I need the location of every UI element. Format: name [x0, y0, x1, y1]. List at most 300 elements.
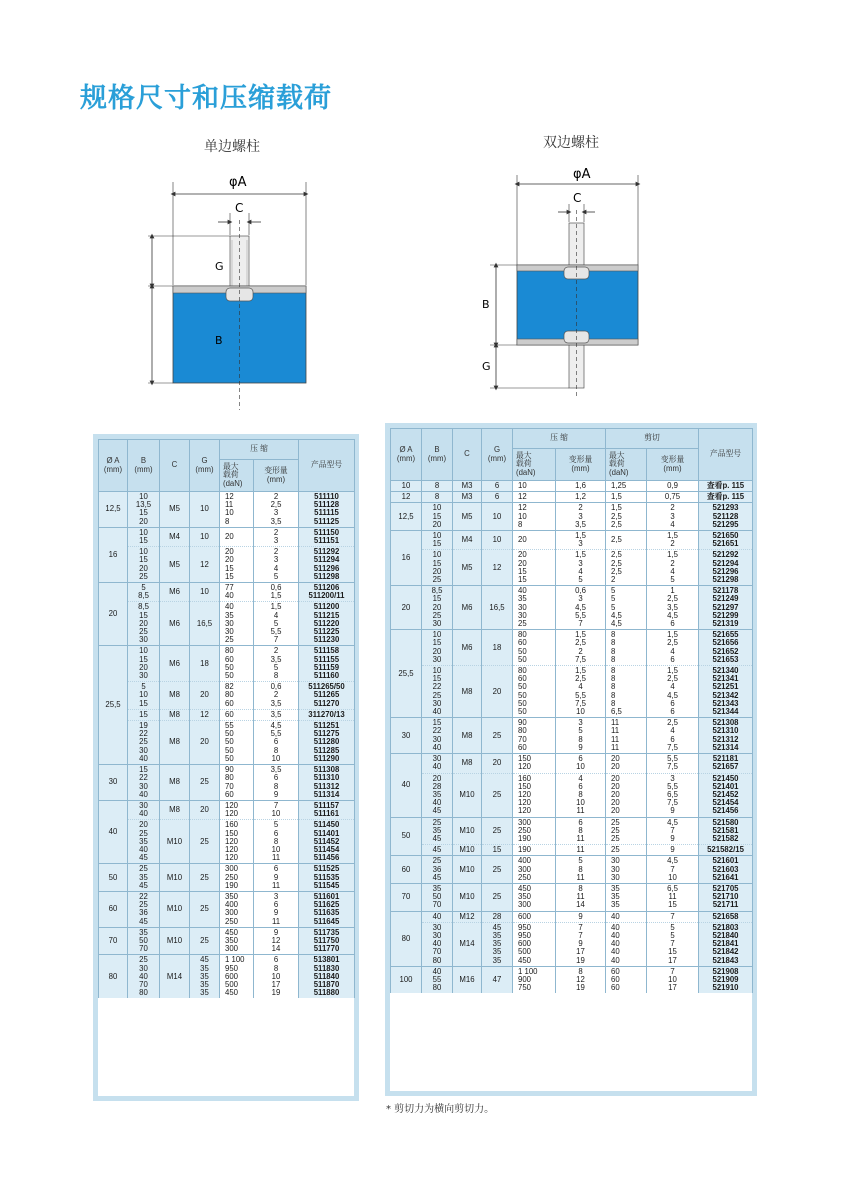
cell-diameter-a: 16 [391, 531, 422, 586]
cell-c: M10 [160, 891, 190, 927]
table-row [391, 718, 753, 754]
cell-shear-deformation: 1,5 2,5 4 6 [647, 630, 699, 666]
table-row [99, 682, 355, 710]
cell-c: M12 [453, 911, 482, 922]
cell-max-load: 190 [513, 845, 556, 856]
header-B: B (mm) [422, 429, 453, 481]
cell-shear-deformation: 3 5,5 6,5 7,5 9 [647, 773, 699, 817]
table-row [99, 765, 355, 801]
cell-shear-deformation: 1,5 2,5 4 4,5 6 6 [647, 666, 699, 718]
cell-max-load: 90 80 70 60 [513, 718, 556, 754]
cell-b: 8,5 15 20 25 30 [128, 602, 160, 646]
cell-part-number: 511450 511401 511452 511454 511456 [299, 820, 355, 864]
table-row [99, 547, 355, 583]
cell-g: 16,5 [482, 586, 513, 630]
cell-deformation: 2 3 3,5 [556, 503, 606, 531]
cell-max-load: 60 [220, 709, 254, 720]
cell-c: M6 [453, 586, 482, 630]
cell-deformation: 8 11 14 [556, 883, 606, 911]
cell-c: M6 [160, 602, 190, 646]
cell-deformation: 3,5 6 8 9 [254, 765, 299, 801]
cell-g: 12 [482, 550, 513, 586]
table-row [391, 531, 753, 550]
cell-max-load: 12 11 10 8 [220, 492, 254, 528]
cell-max-load: 80 60 50 50 50 50 [513, 666, 556, 718]
cell-c: M4 [453, 531, 482, 550]
table-row [391, 883, 753, 911]
cell-b: 40 [422, 911, 453, 922]
cell-deformation: 1,5 4 5 5,5 7 [254, 602, 299, 646]
cell-b: 20 25 35 40 45 [128, 820, 160, 864]
header-G: G (mm) [190, 440, 220, 492]
cell-diameter-a: 70 [99, 927, 128, 955]
header-compression: 压 缩 [513, 429, 606, 449]
table-row [391, 773, 753, 817]
cell-part-number: 511157 511161 [299, 800, 355, 819]
cell-g: 25 [482, 773, 513, 817]
cell-g: 10 [482, 531, 513, 550]
cell-part-number: 521293 521128 521295 [699, 503, 753, 531]
cell-b: 30 40 [422, 754, 453, 773]
cell-max-load: 400 300 250 [513, 856, 556, 884]
cell-shear-max-load: 25 25 25 [606, 817, 647, 845]
cell-diameter-a: 12,5 [99, 492, 128, 528]
header-compression: 压 缩 [220, 440, 299, 460]
cell-shear-deformation: 1 2,5 3,5 4,5 6 [647, 586, 699, 630]
cell-b: 20 28 35 40 45 [422, 773, 453, 817]
cell-part-number: 513801 511830 511840 511870 511880 [299, 955, 355, 999]
cell-diameter-a: 40 [391, 754, 422, 817]
cell-part-number: 521340 521341 521251 521342 521343 521344 [699, 666, 753, 718]
cell-deformation: 7 10 [254, 800, 299, 819]
cell-c: M16 [453, 966, 482, 993]
cell-max-load: 77 40 [220, 583, 254, 602]
cell-part-number: 511525 511535 511545 [299, 864, 355, 892]
cell-deformation: 4 6 8 10 11 [556, 773, 606, 817]
table-row [99, 721, 355, 765]
cell-g: 25 [190, 864, 220, 892]
cell-shear-max-load: 8 8 8 8 [606, 630, 647, 666]
cell-deformation: 1,2 [556, 492, 606, 503]
cell-b: 45 [422, 845, 453, 856]
header-diameter-A: Ø A (mm) [391, 429, 422, 481]
cell-max-load: 40 35 30 30 25 [220, 602, 254, 646]
cell-max-load: 20 [513, 531, 556, 550]
cell-b: 25 35 45 [128, 864, 160, 892]
cell-deformation: 2 2,5 3 3,5 [254, 492, 299, 528]
cell-g: 25 [482, 883, 513, 911]
cell-b: 30 30 40 70 80 [422, 922, 453, 966]
table-row [391, 845, 753, 856]
cell-b: 8 [422, 481, 453, 492]
table-row [391, 966, 753, 993]
cell-part-number: 521908 521909 521910 [699, 966, 753, 993]
cell-part-number: 521650 521651 [699, 531, 753, 550]
cell-max-load: 300 250 190 [220, 864, 254, 892]
header-C: C [453, 429, 482, 481]
cell-g: 45 35 35 35 35 [190, 955, 220, 999]
table-row [391, 550, 753, 586]
cell-g: 25 [190, 891, 220, 927]
cell-max-load: 150 120 [513, 754, 556, 773]
cell-g: 20 [190, 800, 220, 819]
cell-max-load: 160 150 120 120 120 [220, 820, 254, 864]
cell-c: M6 [160, 583, 190, 602]
cell-shear-deformation: 4,5 7 10 [647, 856, 699, 884]
cell-part-number: 511251 511275 511280 511285 511290 [299, 721, 355, 765]
cell-part-number: 511200 511215 511220 511225 511230 [299, 602, 355, 646]
cell-deformation: 6 8 11 [556, 817, 606, 845]
cell-max-load: 450 350 300 [220, 927, 254, 955]
cell-shear-deformation: 9 [647, 845, 699, 856]
cell-deformation: 9 [556, 911, 606, 922]
cell-b: 10 15 [128, 527, 160, 546]
cell-deformation: 6 9 11 [254, 864, 299, 892]
cell-shear-deformation: 7 [647, 911, 699, 922]
table-row [391, 666, 753, 718]
table-row [99, 891, 355, 927]
cell-g: 12 [190, 547, 220, 583]
cell-g: 10 [190, 583, 220, 602]
cell-diameter-a: 80 [99, 955, 128, 999]
cell-max-load: 40 35 30 30 25 [513, 586, 556, 630]
cell-shear-deformation: 5,5 7,5 [647, 754, 699, 773]
cell-shear-max-load: 30 30 30 [606, 856, 647, 884]
cell-b: 8,5 15 20 25 30 [422, 586, 453, 630]
cell-deformation: 3 6 9 11 [254, 891, 299, 927]
cell-c: M4 [160, 527, 190, 546]
cell-c: M8 [160, 709, 190, 720]
cell-part-number: 511308 511310 511312 511314 [299, 765, 355, 801]
cell-b: 19 22 25 30 40 [128, 721, 160, 765]
cell-shear-max-load: 40 [606, 911, 647, 922]
cell-shear-max-load: 11 11 11 11 [606, 718, 647, 754]
table-row [99, 492, 355, 528]
cell-b: 10 15 20 30 [422, 630, 453, 666]
header-B: B (mm) [128, 440, 160, 492]
cell-g: 20 [190, 682, 220, 710]
cell-deformation: 3 5 8 9 [556, 718, 606, 754]
cell-part-number: 521450 521401 521452 521454 521456 [699, 773, 753, 817]
cell-part-number: 521308 521310 521312 521314 [699, 718, 753, 754]
cell-part-number: 查看p. 115 [699, 481, 753, 492]
cell-deformation: 1,5 2,5 2 7,5 [556, 630, 606, 666]
cell-g: 18 [482, 630, 513, 666]
cell-g: 25 [482, 718, 513, 754]
cell-deformation: 6 8 10 17 19 [254, 955, 299, 999]
cell-deformation: 5 6 8 10 11 [254, 820, 299, 864]
cell-g: 25 [190, 927, 220, 955]
cell-g: 6 [482, 492, 513, 503]
cell-deformation: 3,5 [254, 709, 299, 720]
cell-b: 15 22 30 40 [422, 718, 453, 754]
cell-shear-max-load: 20 20 [606, 754, 647, 773]
cell-b: 10 15 22 25 30 40 [422, 666, 453, 718]
cell-part-number: 521580 521581 521582 [699, 817, 753, 845]
cell-c: M8 [160, 682, 190, 710]
header-part-number: 产品型号 [699, 429, 753, 481]
cell-diameter-a: 16 [99, 527, 128, 582]
cell-shear-max-load: 40 40 40 40 40 [606, 922, 647, 966]
cell-max-load: 600 [513, 911, 556, 922]
cell-c: M6 [453, 630, 482, 666]
cell-shear-max-load: 2,5 [606, 531, 647, 550]
header-diameter-A: Ø A (mm) [99, 440, 128, 492]
cell-max-load: 12 [513, 492, 556, 503]
table-row [99, 800, 355, 819]
table-row [99, 927, 355, 955]
cell-b: 5 8,5 [128, 583, 160, 602]
cell-c: M10 [160, 820, 190, 864]
cell-diameter-a: 50 [391, 817, 422, 856]
table-row [391, 586, 753, 630]
table-row [391, 922, 753, 966]
cell-b: 40 55 80 [422, 966, 453, 993]
cell-b: 25 36 45 [422, 856, 453, 884]
cell-deformation: 0,6 2 3,5 [254, 682, 299, 710]
cell-max-load: 160 150 120 120 120 [513, 773, 556, 817]
cell-g: 20 [482, 754, 513, 773]
header-max-load: 最大 载荷 (daN) [220, 460, 254, 492]
cell-g: 6 [482, 481, 513, 492]
double-stud-spec-table [390, 428, 753, 993]
cell-shear-deformation: 4,5 7 9 [647, 817, 699, 845]
cell-part-number: 521178 521249 521297 521299 521319 [699, 586, 753, 630]
cell-g: 25 [190, 765, 220, 801]
header-deformation: 变形量 (mm) [556, 449, 606, 481]
cell-b: 10 15 20 25 [422, 550, 453, 586]
cell-shear-max-load: 25 [606, 845, 647, 856]
cell-shear-deformation: 1,5 2 [647, 531, 699, 550]
cell-c: M8 [160, 721, 190, 765]
cell-diameter-a: 20 [99, 583, 128, 646]
cell-shear-max-load: 1,5 [606, 492, 647, 503]
cell-max-load: 90 80 70 60 [220, 765, 254, 801]
table-row [391, 630, 753, 666]
cell-deformation: 1,5 2,5 4 5,5 7,5 10 [556, 666, 606, 718]
cell-diameter-a: 30 [391, 718, 422, 754]
table-row [391, 481, 753, 492]
cell-max-load: 80 60 50 50 [220, 646, 254, 682]
header-max-load: 最大 载荷 (daN) [513, 449, 556, 481]
double-stud-diagram [480, 160, 660, 400]
footnote: * 剪切力为横向剪切力。 [386, 1104, 495, 1115]
header-shear-max-load: 最大 载荷 (daN) [606, 449, 647, 481]
cell-b: 15 [128, 709, 160, 720]
cell-max-load: 10 [513, 481, 556, 492]
cell-c: M10 [453, 856, 482, 884]
cell-shear-deformation: 6,5 11 15 [647, 883, 699, 911]
single-stud-diagram [140, 160, 340, 415]
cell-g: 15 [482, 845, 513, 856]
cell-c: M14 [160, 955, 190, 999]
cell-b: 15 22 30 40 [128, 765, 160, 801]
cell-deformation: 0,6 1,5 [254, 583, 299, 602]
label-C: C [235, 201, 244, 215]
cell-c: M10 [160, 927, 190, 955]
cell-diameter-a: 25,5 [99, 646, 128, 765]
table-row [391, 856, 753, 884]
cell-max-load: 950 950 600 500 450 [513, 922, 556, 966]
cell-c: M5 [453, 503, 482, 531]
cell-part-number: 521803 521840 521841 521842 521843 [699, 922, 753, 966]
cell-b: 25 35 45 [422, 817, 453, 845]
header-shear-deformation: 变形量 (mm) [647, 449, 699, 481]
cell-deformation: 4,5 5,5 6 8 10 [254, 721, 299, 765]
cell-max-load: 80 60 50 50 [513, 630, 556, 666]
cell-part-number: 521601 521603 521641 [699, 856, 753, 884]
cell-diameter-a: 50 [99, 864, 128, 892]
cell-b: 22 25 36 45 [128, 891, 160, 927]
cell-part-number: 511265/50 511265 511270 [299, 682, 355, 710]
cell-b: 35 50 70 [422, 883, 453, 911]
cell-g: 25 [482, 817, 513, 845]
cell-part-number: 311270/13 [299, 709, 355, 720]
cell-diameter-a: 70 [391, 883, 422, 911]
cell-diameter-a: 20 [391, 586, 422, 630]
cell-deformation: 11 [556, 845, 606, 856]
cell-c: M3 [453, 492, 482, 503]
cell-deformation: 0,6 3 4,5 5,5 7 [556, 586, 606, 630]
cell-max-load: 12 10 8 [513, 503, 556, 531]
cell-c: M8 [453, 666, 482, 718]
cell-shear-deformation: 0,75 [647, 492, 699, 503]
cell-c: M10 [453, 773, 482, 817]
cell-max-load: 1 100 950 600 500 450 [220, 955, 254, 999]
cell-diameter-a: 30 [99, 765, 128, 801]
cell-part-number: 511110 511128 511115 511125 [299, 492, 355, 528]
header-part-number: 产品型号 [299, 440, 355, 492]
label-phiA-double: φA [573, 167, 591, 182]
cell-part-number: 521582/15 [699, 845, 753, 856]
cell-shear-max-load: 8 8 8 8 8 6,5 [606, 666, 647, 718]
cell-part-number: 521292 521294 521296 521298 [699, 550, 753, 586]
cell-b: 8 [422, 492, 453, 503]
cell-b: 30 40 [128, 800, 160, 819]
cell-g: 20 [482, 666, 513, 718]
table-row [99, 527, 355, 546]
table-row [391, 911, 753, 922]
cell-shear-max-load: 5 5 5 4,5 4,5 [606, 586, 647, 630]
cell-deformation: 8 12 19 [556, 966, 606, 993]
cell-g: 25 [190, 820, 220, 864]
cell-b: 25 30 40 70 80 [128, 955, 160, 999]
cell-max-load: 55 50 50 50 50 [220, 721, 254, 765]
label-B: B [215, 334, 223, 347]
cell-deformation: 7 7 9 17 19 [556, 922, 606, 966]
table-row [99, 709, 355, 720]
cell-part-number: 查看p. 115 [699, 492, 753, 503]
cell-deformation: 2 3,5 5 8 [254, 646, 299, 682]
table-row [99, 820, 355, 864]
single-stud-spec-table [98, 439, 355, 998]
table-row [391, 817, 753, 845]
cell-shear-max-load: 35 35 35 [606, 883, 647, 911]
cell-c: M10 [453, 817, 482, 845]
cell-c: M8 [453, 754, 482, 773]
cell-deformation: 1,5 3 4 5 [556, 550, 606, 586]
cell-g: 10 [190, 492, 220, 528]
cell-shear-max-load: 2,5 2,5 2,5 2 [606, 550, 647, 586]
cell-part-number: 511601 511625 511635 511645 [299, 891, 355, 927]
page-title: 规格尺寸和压缩载荷 [80, 83, 332, 114]
cell-shear-deformation: 0,9 [647, 481, 699, 492]
table-row [99, 955, 355, 999]
cell-part-number: 511158 511155 511159 511160 [299, 646, 355, 682]
cell-b: 10 15 20 [422, 503, 453, 531]
cell-deformation: 2 3 4 5 [254, 547, 299, 583]
cell-max-load: 20 20 15 15 [220, 547, 254, 583]
header-G: G (mm) [482, 429, 513, 481]
cell-part-number: 521658 [699, 911, 753, 922]
cell-shear-deformation: 5 5 7 15 17 [647, 922, 699, 966]
cell-c: M14 [453, 922, 482, 966]
label-C-double: C [573, 191, 582, 205]
cell-max-load: 20 [220, 527, 254, 546]
cell-c: M10 [160, 864, 190, 892]
cell-c: M6 [160, 646, 190, 682]
cell-diameter-a: 40 [99, 800, 128, 863]
cell-c: M5 [453, 550, 482, 586]
cell-b: 10 15 20 30 [128, 646, 160, 682]
cell-g: 47 [482, 966, 513, 993]
cell-max-load: 82 80 60 [220, 682, 254, 710]
cell-b: 35 50 70 [128, 927, 160, 955]
cell-shear-deformation: 1,5 2 4 5 [647, 550, 699, 586]
caption-double-stud: 双边螺柱 [543, 135, 599, 151]
caption-single-stud: 单边螺柱 [204, 139, 260, 155]
cell-shear-deformation: 7 10 17 [647, 966, 699, 993]
cell-c: M10 [453, 845, 482, 856]
cell-b: 10 15 20 25 [128, 547, 160, 583]
cell-c: M3 [453, 481, 482, 492]
cell-b: 10 13,5 15 20 [128, 492, 160, 528]
cell-diameter-a: 12,5 [391, 503, 422, 531]
cell-diameter-a: 25,5 [391, 630, 422, 718]
label-phiA: φA [229, 175, 247, 190]
cell-max-load: 350 400 300 250 [220, 891, 254, 927]
cell-c: M8 [160, 800, 190, 819]
cell-shear-max-load: 1,25 [606, 481, 647, 492]
table-row [99, 864, 355, 892]
cell-b: 10 15 [422, 531, 453, 550]
cell-deformation: 1,5 3 [556, 531, 606, 550]
cell-diameter-a: 60 [99, 891, 128, 927]
cell-deformation: 6 10 [556, 754, 606, 773]
cell-part-number: 511150 511151 [299, 527, 355, 546]
cell-deformation: 1,6 [556, 481, 606, 492]
cell-max-load: 450 350 300 [513, 883, 556, 911]
cell-deformation: 2 3 [254, 527, 299, 546]
label-G: G [215, 260, 224, 273]
cell-b: 5 10 15 [128, 682, 160, 710]
table-row [391, 503, 753, 531]
cell-part-number: 511735 511750 511770 [299, 927, 355, 955]
cell-shear-max-load: 60 60 60 [606, 966, 647, 993]
cell-part-number: 511206 511200/11 [299, 583, 355, 602]
header-shear: 剪切 [606, 429, 699, 449]
cell-part-number: 521181 521657 [699, 754, 753, 773]
cell-part-number: 521705 521710 521711 [699, 883, 753, 911]
cell-c: M5 [160, 547, 190, 583]
cell-max-load: 300 250 190 [513, 817, 556, 845]
cell-diameter-a: 60 [391, 856, 422, 884]
table-row [99, 646, 355, 682]
cell-deformation: 5 8 11 [556, 856, 606, 884]
cell-max-load: 120 120 [220, 800, 254, 819]
header-C: C [160, 440, 190, 492]
cell-g: 45 35 35 35 35 [482, 922, 513, 966]
